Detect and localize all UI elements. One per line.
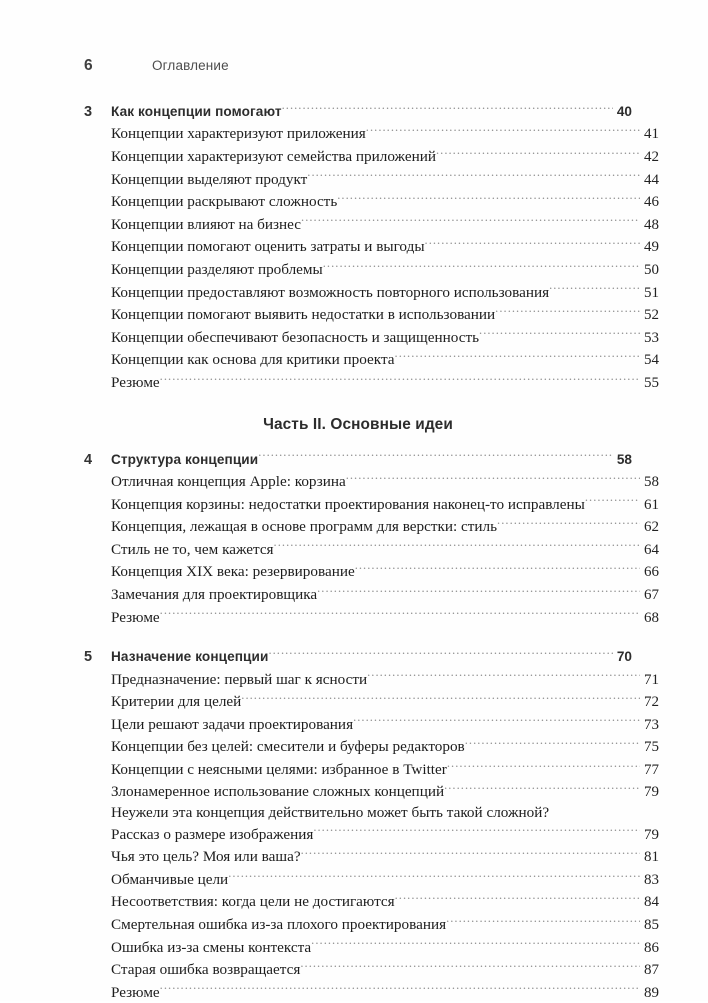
section-page-number: 83 [644, 871, 659, 888]
toc-section-entry[interactable] [84, 258, 659, 281]
section-title: Концепции характеризуют приложения [111, 125, 366, 143]
section-title: Чья это цель? Моя или ваша? [111, 848, 301, 866]
section-page-number: 71 [644, 671, 659, 688]
section-title: Резюме [111, 983, 160, 1001]
section-page-number: 61 [644, 496, 659, 513]
toc-section-entry[interactable] [84, 371, 659, 394]
toc-section-entry[interactable] [84, 235, 659, 258]
section-title: Концепции раскрывают сложность [111, 193, 338, 211]
section-title: Рассказ о размере изображения [111, 825, 314, 843]
section-title: Концепция XIX века: резервирование [111, 563, 355, 581]
dot-leader [355, 560, 640, 576]
dot-leader [436, 145, 640, 161]
page-folio: 6 [84, 57, 93, 74]
toc-section-entry[interactable] [84, 190, 659, 213]
toc-section-entry[interactable] [84, 958, 659, 981]
dot-leader [549, 281, 640, 297]
section-page-number: 49 [644, 239, 659, 256]
table-of-contents [84, 100, 659, 1003]
dot-leader [274, 538, 640, 554]
dot-leader [446, 913, 640, 929]
dot-leader [353, 713, 640, 729]
section-page-number: 53 [644, 329, 659, 346]
section-page-number: 79 [644, 784, 659, 801]
toc-section-entry[interactable] [84, 823, 659, 846]
chapter-title: Структура концепции [111, 451, 259, 467]
section-title: Критерии для целей [111, 693, 242, 711]
toc-section-entry[interactable] [84, 515, 659, 538]
toc-section-entry[interactable] [84, 868, 659, 891]
section-title: Концепция, лежащая в основе программ для верстки: стиль [111, 518, 498, 536]
toc-section-entry[interactable] [84, 606, 659, 629]
section-title: Цели решают задачи проектирования [111, 715, 354, 733]
dot-leader [395, 348, 640, 364]
section-page-number: 72 [644, 694, 659, 711]
toc-section-entry-line1[interactable] [84, 803, 659, 823]
section-page-number: 75 [644, 739, 659, 756]
toc-section-entry[interactable] [84, 780, 659, 803]
toc-chapter-entry[interactable] [84, 448, 632, 470]
spacer-before-chapter [84, 628, 632, 645]
section-title: Концепции без целей: смесители и буферы редакторов [111, 738, 465, 756]
section-page-number: 46 [644, 194, 659, 211]
toc-section-entry[interactable] [84, 981, 659, 1003]
chapter-title: Назначение концепции [111, 649, 269, 665]
chapter-page-number: 70 [616, 649, 632, 665]
section-page-number: 66 [644, 564, 659, 581]
toc-section-entry[interactable] [84, 890, 659, 913]
section-title: Злонамеренное использование сложных концепций [111, 783, 445, 801]
section-title: Концепции влияют на бизнес [111, 215, 302, 233]
dot-leader [425, 235, 640, 251]
dot-leader [160, 981, 640, 997]
dot-leader [228, 868, 640, 884]
section-page-number: 84 [644, 894, 659, 911]
dot-leader [300, 958, 640, 974]
toc-section-entry[interactable] [84, 303, 659, 326]
running-head [84, 57, 624, 79]
section-title: Концепции с неясными целями: избранное в Twitter [111, 760, 447, 778]
toc-section-entry[interactable] [84, 668, 659, 691]
section-page-number: 77 [644, 761, 659, 778]
section-page-number: 85 [644, 917, 659, 934]
chapter-number: 3 [84, 104, 93, 120]
section-page-number: 67 [644, 586, 659, 603]
section-title: Концепции разделяют проблемы [111, 260, 323, 278]
dot-leader [317, 583, 640, 599]
chapter-number: 5 [84, 649, 93, 666]
section-page-number: 81 [644, 849, 659, 866]
spacer-after-part-title [84, 434, 632, 448]
dot-leader [323, 258, 640, 274]
dot-leader [367, 668, 640, 684]
toc-section-entry[interactable] [84, 145, 659, 168]
section-title: Концепции как основа для критики проекта [111, 351, 395, 369]
section-page-number: 54 [644, 352, 659, 369]
section-page-number: 89 [644, 984, 659, 1001]
section-page-number: 50 [644, 261, 659, 278]
section-title: Стиль не то, чем кажется [111, 540, 274, 558]
toc-section-entry[interactable] [84, 326, 659, 349]
toc-section-entry[interactable] [84, 168, 659, 191]
toc-section-entry[interactable] [84, 713, 659, 736]
section-title: Резюме [111, 608, 160, 626]
section-title: Несоответствия: когда цели не достигаются [111, 893, 395, 911]
dot-leader [497, 515, 640, 531]
toc-section-entry[interactable] [84, 735, 659, 758]
dot-leader [465, 735, 640, 751]
section-page-number: 79 [644, 826, 659, 843]
chapter-title: Как концепции помогают [111, 104, 282, 119]
section-page-number: 73 [644, 716, 659, 733]
section-title: Концепции помогают оценить затраты и выгоды [111, 238, 425, 256]
chapter-number: 4 [84, 451, 93, 468]
dot-leader [160, 606, 640, 622]
toc-section-entry[interactable] [84, 470, 659, 493]
section-title: Резюме [111, 373, 160, 391]
section-page-number: 86 [644, 939, 659, 956]
dot-leader [444, 780, 640, 796]
toc-section-entry[interactable] [84, 493, 659, 516]
spacer-before-part-title [84, 394, 632, 416]
section-title: Замечания для проектировщика [111, 585, 318, 603]
toc-section-entry[interactable] [84, 758, 659, 781]
toc-section-entry[interactable] [84, 122, 659, 145]
part-title: Часть II. Основные идеи [263, 415, 453, 433]
dot-leader [479, 326, 640, 342]
section-page-number: 48 [644, 216, 659, 233]
chapter-page-number: 40 [616, 104, 632, 119]
section-page-number: 68 [644, 609, 659, 626]
toc-section-entry[interactable] [84, 213, 659, 236]
section-title: Концепции выделяют продукт [111, 170, 308, 188]
section-page-number: 44 [644, 171, 659, 188]
dot-leader [495, 303, 640, 319]
toc-chapter-entry[interactable] [84, 645, 632, 667]
section-title: Отличная концепция Apple: корзина [111, 472, 346, 490]
dot-leader [301, 213, 640, 229]
toc-section-entry[interactable] [84, 538, 659, 561]
section-page-number: 64 [644, 541, 659, 558]
toc-section-entry[interactable] [84, 845, 659, 868]
section-page-number: 58 [644, 473, 659, 490]
dot-leader [282, 100, 613, 116]
section-title: Неужели эта концепция действительно может быть такой сложной? [111, 804, 550, 822]
dot-leader [241, 690, 640, 706]
dot-leader [307, 168, 640, 184]
section-title: Концепция корзины: недостатки проектирования наконец-то исправлены [111, 495, 585, 513]
section-page-number: 55 [644, 374, 659, 391]
section-title: Концепции помогают выявить недостатки в использовании [111, 306, 496, 324]
section-page-number: 41 [644, 126, 659, 143]
toc-section-entry[interactable] [84, 690, 659, 713]
toc-section-entry[interactable] [84, 348, 659, 371]
dot-leader [585, 493, 640, 509]
toc-section-entry[interactable] [84, 913, 659, 936]
dot-leader [337, 190, 640, 206]
dot-leader [366, 122, 640, 138]
dot-leader [268, 645, 613, 661]
toc-chapter-entry[interactable] [84, 100, 632, 122]
dot-leader [160, 371, 640, 387]
toc-section-entry[interactable] [84, 936, 659, 959]
section-title: Ошибка из-за смены контекста [111, 938, 312, 956]
toc-section-entry[interactable] [84, 281, 659, 304]
section-title: Концепции предоставляют возможность повторного использования [111, 283, 550, 301]
dot-leader [346, 470, 640, 486]
dot-leader [301, 845, 640, 861]
toc-section-entry[interactable] [84, 560, 659, 583]
dot-leader [311, 936, 640, 952]
dot-leader [447, 758, 640, 774]
section-title: Концепции характеризуют семейства приложений [111, 148, 436, 165]
section-page-number: 52 [644, 307, 659, 324]
dot-leader [313, 823, 640, 839]
section-title: Предназначение: первый шаг к ясности [111, 670, 368, 688]
running-head-title: Оглавление [152, 58, 229, 73]
toc-section-entry[interactable] [84, 583, 659, 606]
section-title: Смертельная ошибка из-за плохого проектирования [111, 916, 447, 934]
section-page-number: 42 [644, 149, 659, 165]
section-page-number: 87 [644, 962, 659, 979]
chapter-page-number: 58 [616, 451, 632, 467]
dot-leader [395, 890, 640, 906]
dot-leader [258, 448, 613, 464]
section-title: Концепции обеспечивают безопасность и защищенность [111, 328, 480, 346]
section-page-number: 51 [644, 284, 659, 301]
section-title: Обманчивые цели [111, 870, 229, 888]
section-title: Старая ошибка возвращается [111, 961, 301, 979]
section-page-number: 62 [644, 519, 659, 536]
